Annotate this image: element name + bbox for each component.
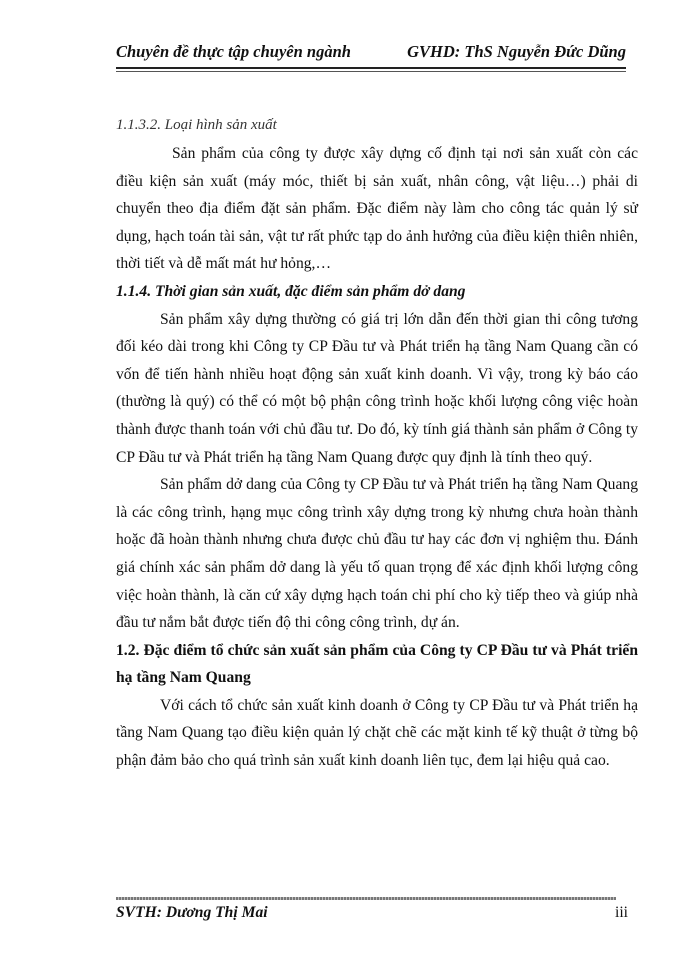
header-rule-thin: [116, 71, 626, 72]
footer-rule: [116, 897, 616, 900]
page-body: [116, 111, 638, 775]
page-header: [116, 40, 626, 66]
header-supervisor: GVHD: ThS Nguyễn Đức Dũng: [407, 42, 626, 61]
page-number: iii: [615, 904, 628, 921]
section-subheading: 1.1.3.2. Loại hình sản xuất: [116, 117, 277, 133]
section-heading-organization: 1.2. Đặc điểm tổ chức sản xuất sản phẩm của Công ty CP Đầu tư và Phát triển hạ tầng Nam Quang: [116, 641, 638, 687]
page-footer: [116, 904, 628, 922]
paragraph-production-time: Sản phẩm xây dựng thường có giá trị lớn dẫn đến thời gian thi công tương đối kéo dài trong khi Công ty CP Đầu tư và Phát triển hạ tầng Nam Quang cần có vốn để tiến hành nhiều hoạt động sản xuất kinh doanh. Vì vậy, trong kỳ báo cáo (thường là quý) có thể có một bộ phận công trình hoặc khối lượng công việc hoàn thành được thanh toán với chủ đầu tư. Do đó, kỳ tính giá thành sản phẩm ở Công ty CP Đầu tư và Phát triển hạ tầng Nam Quang được quy định là tính theo quý.: [116, 310, 638, 466]
paragraph-organization: Với cách tổ chức sản xuất kinh doanh ở Công ty CP Đầu tư và Phát triển hạ tầng Nam Quang tạo điều kiện quản lý chặt chẽ các mặt kinh tế kỹ thuật ở từng bộ phận đảm bảo cho quá trình sản xuất kinh doanh liên tục, đem lại hiệu quả cao.: [116, 696, 638, 770]
paragraph-production-type: Sản phẩm của công ty được xây dựng cố định tại nơi sản xuất còn các điều kiện sản xuất (máy móc, thiết bị sản xuất, nhân công, vật liệu…) phải di chuyển theo địa điểm đặt sản phẩm. Đặc điểm này làm cho công tác quản lý sử dụng, hạch toán tài sản, vật tư rất phức tạp do ảnh hưởng của điều kiện thiên nhiên, thời tiết và dễ mất mát hư hỏng,…: [116, 145, 638, 273]
header-report-title: Chuyên đề thực tập chuyên ngành: [116, 42, 351, 61]
section-heading-production-time: 1.1.4. Thời gian sản xuất, đặc điểm sản phẩm dở dang: [116, 282, 466, 300]
header-rule: [116, 67, 626, 69]
paragraph-work-in-progress: Sản phẩm dở dang của Công ty CP Đầu tư và Phát triển hạ tầng Nam Quang là các công trình, hạng mục công trình xây dựng trong kỳ nhưng chưa hoàn thành hoặc đã hoàn thành nhưng chưa được chủ đầu tư hay các đơn vị nghiệm thu. Đánh giá chính xác sản phẩm dở dang là yếu tố quan trọng để xác định khối lượng công việc hoàn thành, là căn cứ xây dựng hạch toán chi phí cho kỳ tiếp theo và giúp nhà đầu tư nắm bắt được tiến độ thi công công trình, dự án.: [116, 476, 638, 632]
footer-student-name: SVTH: Dương Thị Mai: [116, 904, 268, 921]
